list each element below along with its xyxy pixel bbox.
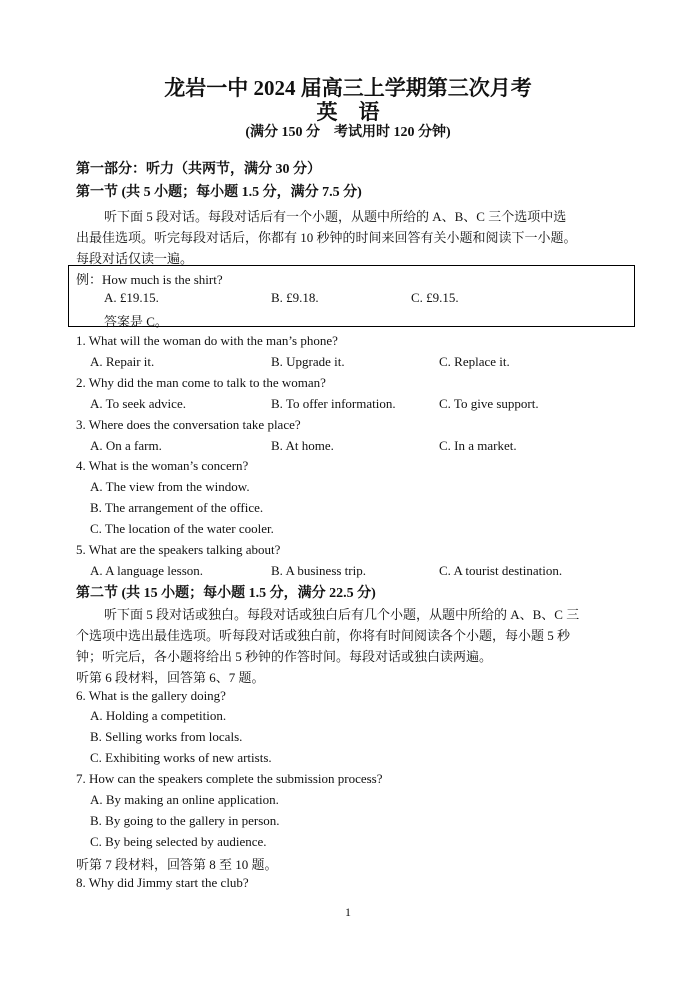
q6-option-a: A. Holding a competition. [90,708,227,723]
q2-option-b: B. To offer information. [271,396,396,411]
q2-option-a: A. To seek advice. [90,396,186,411]
q5-option-a: A. A language lesson. [90,563,204,578]
score-info: (满分 150 分 考试用时 120 分钟) [245,125,451,140]
material-7-note: 听第 7 段材料，回答第 8 至 10 题。 [76,857,278,872]
q3-option-c: C. In a market. [439,438,517,453]
question-7: 7. How can the speakers complete the submission process? [76,771,383,786]
q7-option-c: C. By being selected by audience. [90,834,267,849]
q7-option-a: A. By making an online application. [90,792,279,807]
section1-heading: 第一节 (共 5 小题；每小题 1.5 分，满分 7.5 分) [76,185,362,200]
question-3: 3. Where does the conversation take place? [76,417,301,432]
question-1: 1. What will the woman do with the man’s phone? [76,333,338,348]
q5-option-b: B. A business trip. [271,563,366,578]
q1-option-b: B. Upgrade it. [271,354,345,369]
section1-instruction-line-1: 听下面 5 段对话。每段对话后有一个小题，从题中所给的 A、B、C 三个选项中选 [104,209,567,224]
q6-option-b: B. Selling works from locals. [90,729,243,744]
subject-title: 英 语 [316,100,380,124]
part1-heading: 第一部分：听力（共两节，满分 30 分） [76,162,321,177]
page-number: 1 [345,905,351,919]
section2-instruction-line-2: 个选项中选出最佳选项。听每段对话或独白前，你将有时间阅读各个小题，每小题 5 秒 [76,628,571,643]
question-8: 8. Why did Jimmy start the club? [76,875,249,890]
q4-option-c: C. The location of the water cooler. [90,521,274,536]
section1-instruction-line-3: 每段对话仅读一遍。 [76,251,194,266]
example-answer: 答案是 C。 [104,314,168,329]
section2-heading: 第二节 (共 15 小题；每小题 1.5 分，满分 22.5 分) [76,586,376,601]
q3-option-a: A. On a farm. [90,438,162,453]
example-question: 例：How much is the shirt? [76,272,223,287]
section2-instruction-line-1: 听下面 5 段对话或独白。每段对话或独白后有几个小题，从题中所给的 A、B、C 三 [104,607,580,622]
question-2: 2. Why did the man come to talk to the woman? [76,375,326,390]
q6-option-c: C. Exhibiting works of new artists. [90,750,272,765]
q5-option-c: C. A tourist destination. [439,563,563,578]
q7-option-b: B. By going to the gallery in person. [90,813,280,828]
example-option-a: A. £19.15. [104,290,159,305]
question-5: 5. What are the speakers talking about? [76,542,281,557]
example-option-c: C. £9.15. [411,290,459,305]
exam-title: 龙岩一中 2024 届高三上学期第三次月考 [164,76,532,100]
question-4: 4. What is the woman’s concern? [76,458,249,473]
example-option-b: B. £9.18. [271,290,319,305]
q1-option-c: C. Replace it. [439,354,510,369]
question-6: 6. What is the gallery doing? [76,688,226,703]
q4-option-a: A. The view from the window. [90,479,250,494]
material-6-note: 听第 6 段材料，回答第 6、7 题。 [76,670,265,685]
q4-option-b: B. The arrangement of the office. [90,500,264,515]
section2-instruction-line-3: 钟；听完后，各小题将给出 5 秒钟的作答时间。每段对话或独白读两遍。 [76,649,493,664]
section1-instruction-line-2: 出最佳选项。听完每段对话后，你都有 10 秒钟的时间来回答有关小题和阅读下一小题。 [76,230,577,245]
q1-option-a: A. Repair it. [90,354,155,369]
q3-option-b: B. At home. [271,438,334,453]
q2-option-c: C. To give support. [439,396,539,411]
